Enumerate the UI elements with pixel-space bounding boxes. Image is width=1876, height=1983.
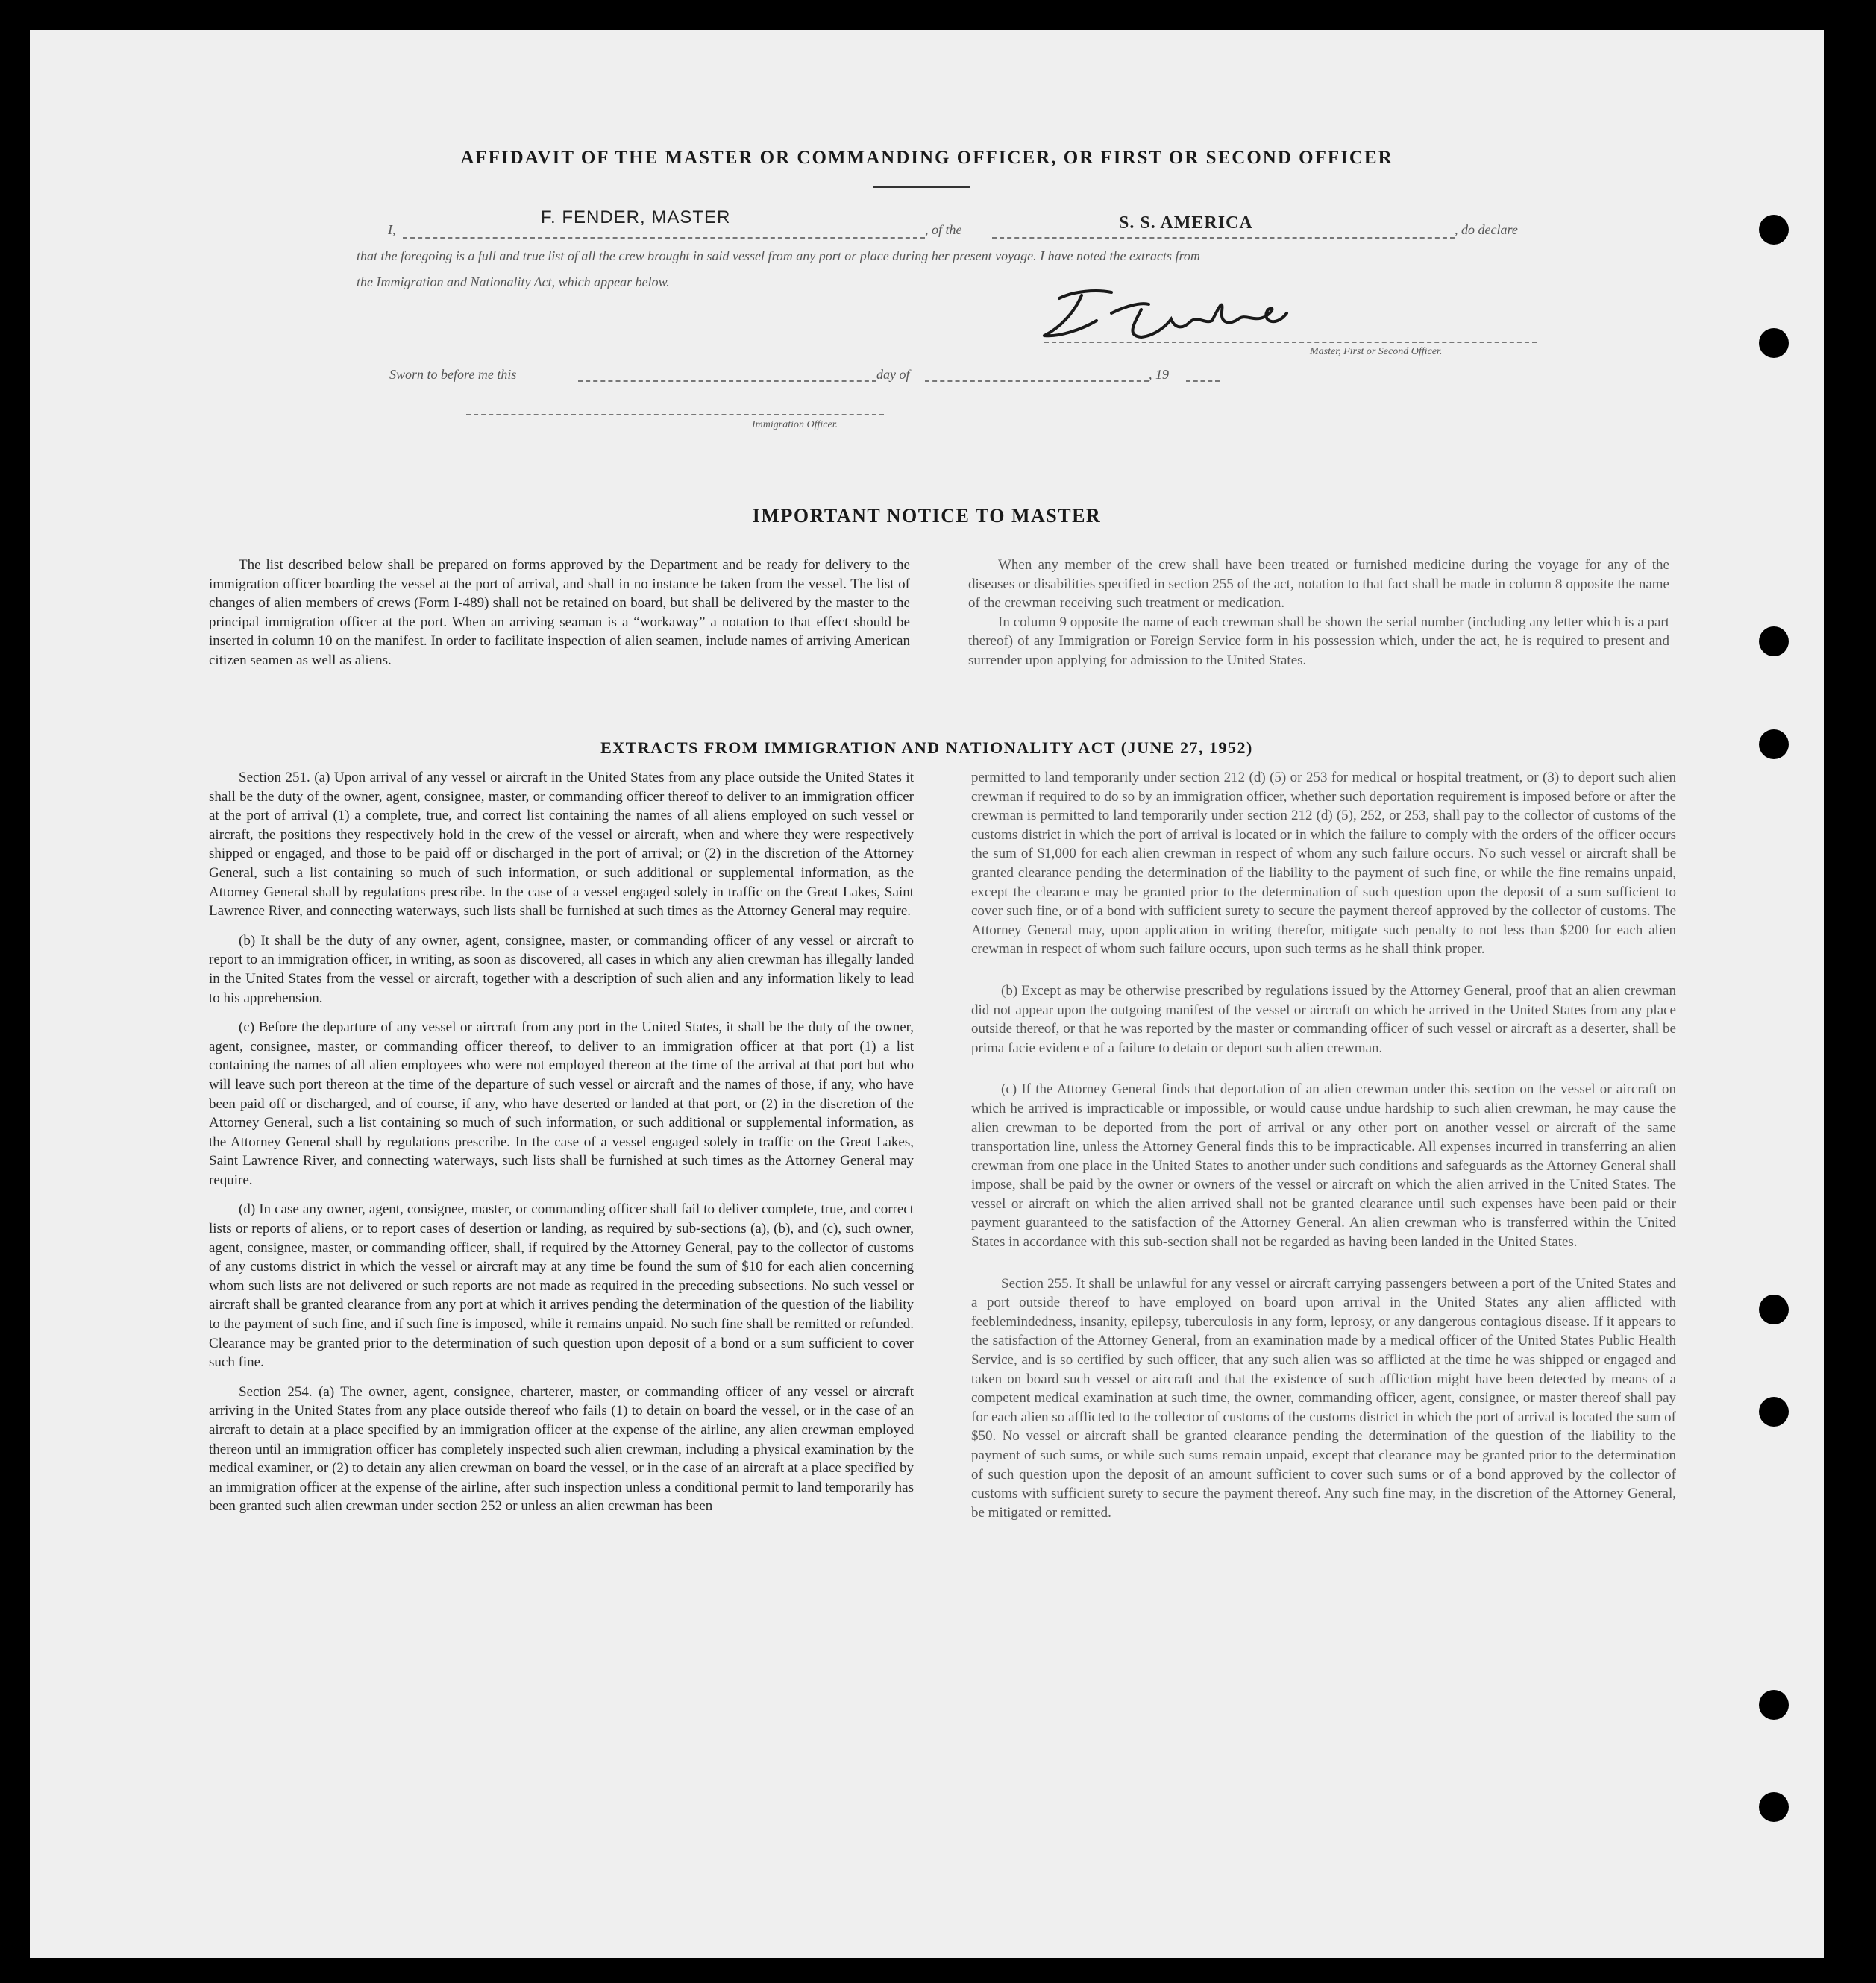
master-name-field[interactable]: F. FENDER, MASTER bbox=[541, 207, 731, 227]
section-255: Section 255. It shall be unlawful for any vessel or aircraft carrying passengers between a port of the United States and a port outside thereof to have employed on board upon arrival in the United States any alien afflicted with feeblemindedness, insanity, epilepsy, tuberculosis in any form, leprosy, or any dangerous contagious disease. If it appears to the satisfaction of the Attorney General, from an examination made by a medical officer of the United States Public Health Service, and is so certified by such officer, that any such alien was so afflicted at the time he was shipped or engaged and taken on board such vessel or aircraft and that the existence of such affliction might have been detected by means of a competent medical examination at such time, the owner, commanding officer, agent, consignee, or master thereof shall pay for each alien so afflicted to the collector of customs of the customs district in which the port of arrival is located the sum of $50. No vessel or aircraft shall be granted clearance pending the determination of the question of the liability to the payment of such sums, or while such sums remain unpaid, except that clearance may be granted prior to the determination of such question upon the deposit of an amount sufficient to cover such sums or of a bond approved by the collector of customs with sufficient surety to secure the payment thereof. Any such fine may, in the discretion of the Attorney General, be mitigated or remitted. bbox=[971, 1275, 1676, 1521]
of-the-label: , of the bbox=[925, 222, 962, 237]
name-line bbox=[403, 237, 925, 239]
extracts-right-column bbox=[971, 768, 1676, 1522]
year-line bbox=[1186, 380, 1220, 382]
sworn-day-line bbox=[578, 380, 876, 382]
section-254a: Section 254. (a) The owner, agent, consignee, charterer, master, or commanding officer of any vessel or aircraft arriving in the United States from any place outside thereof who fails (1) to detain on board the vessel, or in the case of an aircraft to detain at a place specified by an immigration officer at the expense of the airline, any alien crewman employed thereon until an immigration officer has completely inspected such alien crewman, including a physical examination by the medical examiner, or (2) to detain any alien crewman on board the vessel, or in the case of an aircraft at a place specified by an immigration officer at the expense of the airline, after such inspection unless a conditional permit to land temporarily has been granted such alien crewman under section 252 or unless an alien crewman has been bbox=[209, 1383, 914, 1515]
punch-hole-4 bbox=[1759, 729, 1789, 759]
year-label: , 19 bbox=[1149, 367, 1169, 382]
signature-image bbox=[1029, 283, 1328, 365]
punch-hole-6 bbox=[1759, 1397, 1789, 1427]
punch-hole-2 bbox=[1759, 328, 1789, 358]
punch-hole-3 bbox=[1759, 626, 1789, 656]
section-254a-continued: permitted to land temporarily under section 212 (d) (5) or 253 for medical or hospital treatment, or (3) to deport such alien crewman if required to do so by an immigration officer, whether such deportation requirement is imposed before or after the crewman is permitted to land temporarily under section 212 (d) (5), 252, or 253, shall pay to the collector of customs of the customs district in which the port of arrival is located or in which the failure to comply with the orders of the officer occurs the sum of $1,000 for each alien crewman in respect of whom any such failure occurs. No such vessel or aircraft shall be granted clearance pending the determination of the liability to the payment of such fine, or while the fine remains unpaid, except the clearance may be granted prior to the determination of such question upon the deposit of a sum sufficient to cover such fine, or of a bond with sufficient surety to secure the payment thereof approved by the collector of customs. The Attorney General may, upon application in writing therefor, mitigate such penalty to not less than $200 for each alien crewman in respect of whom such failure occurs, upon such terms as he shall think proper. bbox=[971, 770, 1676, 958]
section-251a: Section 251. (a) Upon arrival of any vessel or aircraft in the United States from any place outside the United States it shall be the duty of the owner, agent, consignee, master, or commanding officer thereof to deliver to an immigration officer at the port of arrival (1) a complete, true, and correct list containing the names of all aliens employed on such vessel or aircraft, the positions they respectively hold in the crew of the vessel or aircraft, when and where they were respectively shipped or engaged, and those to be paid off or discharged in the port of arrival; or (2) in the discretion of the Attorney General, such a list containing so much of such information, or such additional or supplemental information, as the Attorney General shall by regulations prescribe. In the case of a vessel engaged solely in traffic on the Great Lakes, Saint Lawrence River, and connecting waterways, such lists shall be furnished at such times as the Attorney General may require. bbox=[209, 770, 914, 920]
vessel-name-field[interactable]: S. S. AMERICA bbox=[1119, 213, 1253, 233]
signature-line bbox=[1044, 342, 1537, 343]
sworn-month-line bbox=[925, 380, 1149, 382]
extracts-left-column bbox=[209, 768, 914, 1516]
document-page bbox=[30, 30, 1824, 1958]
affidavit-title: AFFIDAVIT OF THE MASTER OR COMMANDING OFFICER, OR FIRST OR SECOND OFFICER bbox=[460, 148, 1393, 168]
notice-right-paragraph-2: In column 9 opposite the name of each crewman shall be shown the serial number (including any letter which is a part thereof) of any Immigration or Foreign Service form in his possession which, under the act, he is required to present and surrender upon applying for admission to the United States. bbox=[968, 614, 1669, 668]
punch-hole-8 bbox=[1759, 1792, 1789, 1822]
officer-caption: Immigration Officer. bbox=[752, 419, 838, 430]
notice-title: IMPORTANT NOTICE TO MASTER bbox=[752, 505, 1102, 527]
notice-right-paragraph-1: When any member of the crew shall have been treated or furnished medicine during the voyage for any of the diseases or disabilities specified in section 255 of the act, notation to that fact shall be made in column 8 opposite the name of the crewman receiving such treatment or medication. bbox=[968, 557, 1669, 612]
punch-hole-1 bbox=[1759, 215, 1789, 245]
section-254c: (c) If the Attorney General finds that deportation of an alien crewman under this section on the vessel or aircraft on which he arrived is impracticable or impossible, or would cause undue hardship to such alien crewman, he may cause the alien crewman to be deported from the port of arrival or any other port on another vessel or aircraft of the same transportation line, unless the Attorney General finds this to be impracticable. All expenses incurred in transferring an alien crewman from one place in the United States to another under such conditions and safeguards as the Attorney General shall impose, shall be paid by the owner or owners of the vessel or aircraft on which the alien arrived in the United States. The vessel or aircraft on which the alien arrived shall not be granted clearance until such expenses have been paid or their payment guaranteed to the satisfaction of the Attorney General. An alien crewman who is transferred within the United States in accordance with this sub-section shall not be regarded as having been landed in the United States. bbox=[971, 1081, 1676, 1251]
section-254b: (b) Except as may be otherwise prescribed by regulations issued by the Attorney General, proof that an alien crewman did not appear upon the outgoing manifest of the vessel or aircraft on which he arrived in the United States from any place outside thereof, or that he was reported by the master or commanding officer of such vessel or aircraft as a deserter, shall be prima facie evidence of a failure to detain or deport such alien crewman. bbox=[971, 982, 1676, 1056]
vessel-line bbox=[992, 237, 1455, 239]
notice-left-column bbox=[209, 556, 910, 670]
section-251d: (d) In case any owner, agent, consignee, master, or commanding officer shall fail to deliver complete, true, and correct lists or reports of aliens, or to report cases of desertion or landing, as required by sub-sections (a), (b), and (c), such owner, agent, consignee, master, or commanding officer, shall, if required by the Attorney General, pay to the collector of customs of any customs district in which the vessel or aircraft may at any time be found the sum of $10 for each alien concerning whom such lists are not delivered or such reports are not made as required in the preceding subsections. No such vessel or aircraft shall be granted clearance from any port at which it arrives pending the determination of the question of the liability to the payment of such fine, and if such fine is imposed, while it remains unpaid. No such fine shall be remitted or refunded. Clearance may be granted prior to the determination of such question upon deposit of a bond or a sum sufficient to cover such fine. bbox=[209, 1201, 915, 1371]
statement-line-1: that the foregoing is a full and true list of all the crew brought in said vessel from any port or place during her present voyage. I have noted the extracts from bbox=[357, 248, 1200, 263]
section-251c: (c) Before the departure of any vessel or aircraft from any port in the United States, it shall be the duty of the owner, agent, consignee, master, or commanding officer thereof, to deliver to an immigration officer at that port (1) a list containing the names of all alien employees who were not employed thereon at the time of the arrival at that port but who will leave such port thereon at the time of the departure of such vessel or aircraft and the names of those, if any, who have been paid off or discharged, and of course, if any, who have deserted or landed at that port, or (2) in the discretion of the Attorney General, such a list containing so much of such information, or such additional or supplemental information, as the Attorney General shall by regulations prescribe. In the case of a vessel engaged solely in traffic on the Great Lakes, Saint Lawrence River, and connecting waterways, such lists shall be furnished at such times as the Attorney General may require. bbox=[209, 1019, 914, 1188]
statement-line-2: the Immigration and Nationality Act, which appear below. bbox=[357, 274, 670, 289]
notice-left-paragraph: The list described below shall be prepared on forms approved by the Department and be ready for delivery to the immigration officer boarding the vessel at the port of arrival, and shall in no instance be taken from the vessel. The list of changes of alien members of crews (Form I-489) shall not be retained on board, but shall be delivered by the master to the principal immigration officer at the port. When an arriving seaman is a “workaway” a notation to that effect should be inserted in column 10 on the manifest. In order to facilitate inspection of alien seamen, include names of arriving American citizen seamen as well as aliens. bbox=[209, 557, 910, 668]
officer-line bbox=[466, 414, 884, 415]
punch-hole-5 bbox=[1759, 1295, 1789, 1324]
signature-caption: Master, First or Second Officer. bbox=[1310, 346, 1443, 357]
punch-hole-7 bbox=[1759, 1690, 1789, 1720]
notice-right-column bbox=[968, 556, 1669, 670]
i-label: I, bbox=[388, 222, 396, 237]
section-251b: (b) It shall be the duty of any owner, agent, consignee, master, or commanding officer of any vessel or aircraft to report to an immigration officer, in writing, as soon as discovered, all cases in which any alien crewman has illegally landed in the United States from the vessel or aircraft, together with a description of such alien and any information likely to lead to his apprehension. bbox=[209, 932, 914, 1006]
sworn-label: Sworn to before me this bbox=[389, 367, 517, 382]
declare-label: , do declare bbox=[1455, 222, 1518, 237]
extracts-title: EXTRACTS FROM IMMIGRATION AND NATIONALITY ACT (JUNE 27, 1952) bbox=[600, 738, 1253, 757]
day-of-label: day of bbox=[876, 367, 910, 382]
title-rule bbox=[873, 186, 970, 188]
